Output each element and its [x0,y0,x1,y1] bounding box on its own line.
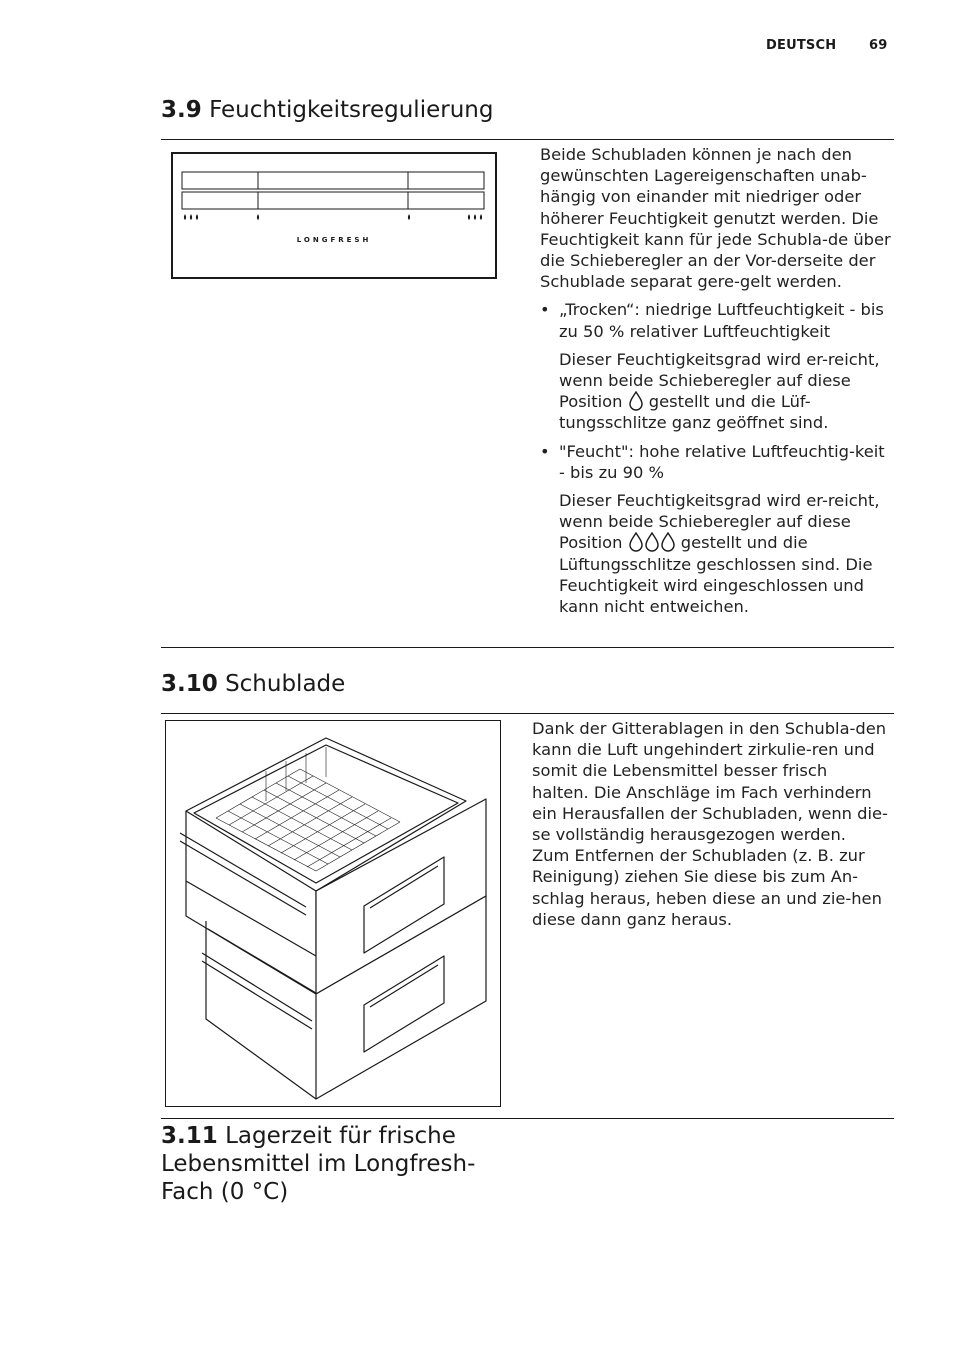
bullet-moist-detail [540,490,892,617]
section-heading: Schublade [225,671,346,697]
triple-drop-icon [628,532,676,552]
longfresh-label: LONGFRESH [296,236,372,244]
section-heading: Lagerzeit für frische Lebensmittel im Longfresh-Fach (0 °C) [161,1123,476,1205]
bullet-dry [540,299,892,341]
section-divider [161,713,894,714]
section-number: 3.11 [161,1123,218,1149]
section-divider [161,1118,894,1119]
bullet-dry-text: „Trocken“: niedrige Luftfeuchtigkeit - bis zu 50 % relativer Luftfeuchtigkeit [559,300,884,341]
section-heading: Feuchtigkeitsregulierung [209,97,494,123]
bullet-dot: • [540,300,550,320]
section-divider [161,647,894,648]
bullet-dry-detail-a: Dieser Feuchtigkeitsgrad wird er-reicht, wenn beide Schieberegler auf diese Position [559,349,880,412]
section-3-9-text [540,144,892,617]
drawer-paragraph: Dank der Gitterablagen in den Schubla-den kann die Luft ungehindert zirkulie-ren und somit die Lebensmittel besser frisch halten. Die Anschläge im Fach verhindern ein Herausfallen der Schubladen, wenn die-se vollständig herausgezogen werden. Zum Entfernen der Schubladen (z. B. zur Reinigung) ziehen Sie diese bis zum An-schlag heraus, heben diese an und zie-hen diese dann ganz heraus. [532,719,888,929]
single-drop-icon [628,391,644,411]
bullet-moist-text: "Feucht": hohe relative Luftfeuchtig-keit - bis zu 90 % [559,441,885,482]
header-language: DEUTSCH [766,38,837,53]
humidity-slider-illustration [173,154,495,277]
drop-icons [184,214,482,220]
bullet-dot: • [540,441,550,461]
humidity-slider-figure [171,152,497,279]
bullet-dry-detail-b: gestellt und die Lüf-tungsschlitze ganz geöffnet sind. [559,392,829,433]
section-divider [161,139,894,140]
bullet-dry-detail [540,349,892,434]
bullet-moist-detail-b: gestellt und die Lüftungsschlitze geschlossen sind. Die Feuchtigkeit wird eingeschlossen und kann nicht entweichen. [559,533,873,617]
drawer-figure [165,720,501,1107]
section-title-3-9 [161,96,493,124]
bullet-moist-detail-a: Dieser Feuchtigkeitsgrad wird er-reicht, wenn beide Schieberegler auf diese Position [559,491,880,553]
section-number: 3.9 [161,97,202,123]
section-3-10-text [532,718,888,930]
section-title-3-11 [161,1122,501,1206]
bullet-moist [540,441,892,483]
section-number: 3.10 [161,671,218,697]
section-title-3-10 [161,670,345,698]
drawer-illustration [166,721,500,1106]
page-number: 69 [869,38,888,53]
intro-paragraph: Beide Schubladen können je nach den gewünschten Lagereigenschaften unab-hängig von einander mit niedriger oder höherer Feuchtigkeit genutzt werden. Die Feuchtigkeit kann für jede Schubla-de über die Schieberegler an der Vor-derseite der Schublade separat gere-gelt werden. [540,145,891,292]
